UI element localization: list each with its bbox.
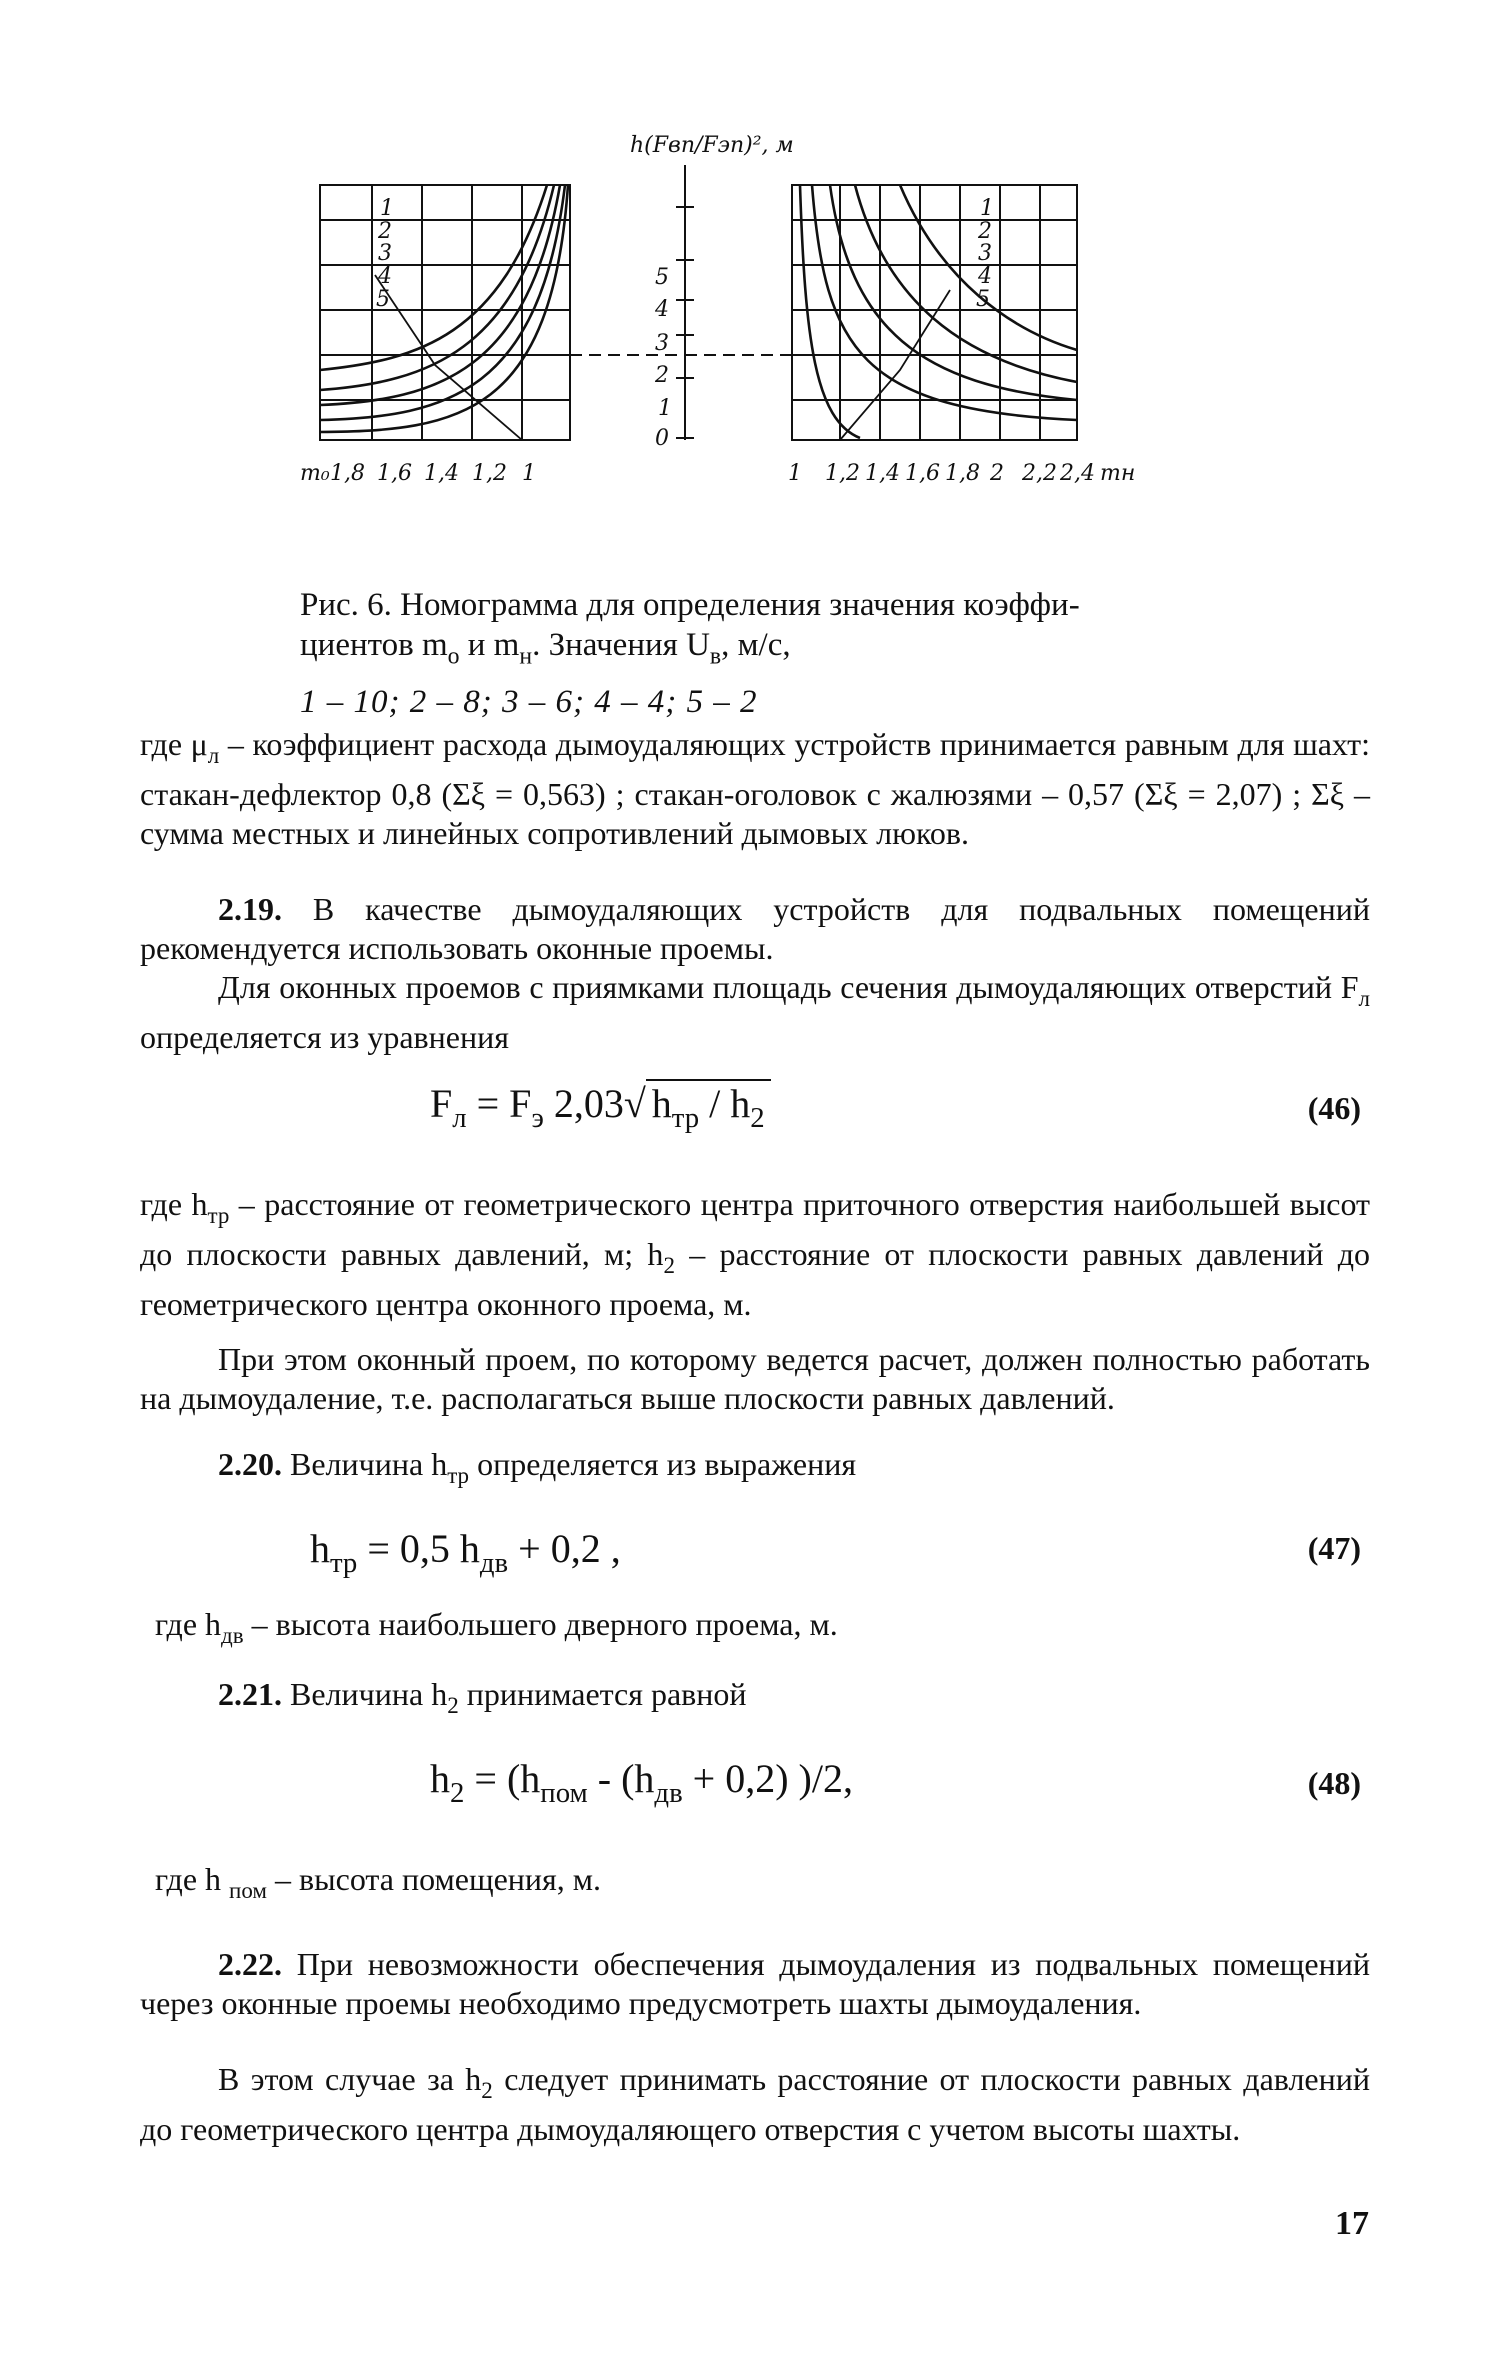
right-x-tick: 2 [990, 461, 1004, 486]
center-tick: 2 [655, 363, 669, 388]
paragraph-2-21: 2.21. Величина $h_2$ принимается равной [218, 1676, 747, 1719]
left-curve-label-1: 1 [380, 196, 394, 221]
caption-line-1: Рис. 6. Номограмма для определения значения коэффи- [300, 587, 1080, 623]
right-curve-label-4: 4 [978, 264, 992, 289]
paragraph-mu: где $\mu_л$ – коэффициент расхода дымоудаляющих устройств принимается равным для шахт: стакан-дефлектор 0,8 (Σξ = 0,563) ; стакан-оголовок с жалюзями – 0,57 (Σξ = 2,07) ; Σξ – сумма местных и линейных сопротивлений дымовых люков. [140, 726, 1370, 852]
left-curve-labels [376, 196, 394, 312]
paragraph-2-19: 2.19. В качестве дымоудаляющих устройств для подвальных помещений рекомендуется использовать оконные проемы. [140, 891, 1370, 966]
left-x-tick: 1 [522, 461, 536, 486]
left-axis-name: m₀ [300, 461, 330, 486]
nomogram-figure [300, 120, 1180, 560]
center-axis-ticks [630, 133, 794, 451]
equation-number-46: (46) [1307, 1090, 1361, 1126]
left-x-tick: 1,2 [472, 461, 507, 486]
right-curve-labels [976, 196, 994, 312]
right-x-tick: 1 [788, 461, 802, 486]
center-tick: 5 [655, 265, 669, 290]
right-axis-name: mн [1100, 461, 1136, 486]
caption-line-2: циентов $m_о$ и $m_н$. Значения $U_в$, м/с, [300, 627, 791, 670]
equation-number-47: (47) [1307, 1530, 1361, 1566]
left-curve-label-4: 4 [378, 264, 392, 289]
center-tick: 4 [655, 297, 669, 322]
nomogram-chart [300, 120, 1180, 560]
right-curve-label-5: 5 [976, 287, 990, 312]
left-curve-label-5: 5 [376, 287, 390, 312]
formula-47: $h_{тр} = 0,5$ $h_{дв} + 0,2$ , [310, 1526, 621, 1580]
right-x-tick: 1,4 [865, 461, 900, 486]
right-x-tick: 2,4 [1060, 461, 1095, 486]
formula-48: $h_2 = (h_{пом} - (h_{дв} + 0,2)$ )/2, [430, 1756, 853, 1810]
paragraph-2-22: 2.22. При невозможности обеспечения дымоудаления из подвальных помещений через оконные проемы необходимо предусмотреть шахты дымоудаления. [140, 1946, 1371, 2021]
right-x-tick: 1,6 [905, 461, 940, 486]
right-curve-label-2: 2 [978, 219, 992, 244]
center-tick: 1 [658, 396, 672, 421]
caption-legend: 1 – 10; 2 – 8; 3 – 6; 4 – 4; 5 – 2 [300, 684, 758, 721]
paragraph-window-calc: При этом оконный проем, по которому ведется расчет, должен полностью работать на дымоудаление, т.е. располагаться выше плоскости равных давлений. [140, 1341, 1370, 1416]
right-x-ticks [788, 461, 1135, 486]
right-curve-label-3: 3 [978, 241, 992, 266]
left-curve-label-3: 3 [378, 241, 392, 266]
left-curve-label-2: 2 [378, 219, 392, 244]
left-x-tick: 1,6 [377, 461, 412, 486]
paragraph-hpom: где h $_{пом}$ – высота помещения, м. [155, 1861, 601, 1904]
paragraph-htr: где $h_{тр}$ – расстояние от геометрического центра приточного отверстия наибольшей высот до плоскости равных давлений, м; $h_2$ – расстояние от плоскости равных давлений до геометрического центра оконного проема, м. [140, 1186, 1371, 1323]
center-axis-title: h(Fвп/Fэп)², м [630, 133, 794, 158]
paragraph-window: Для оконных проемов с приямками площадь сечения дымоудаляющих отверстий $F_л$ определяется из уравнения [140, 969, 1371, 1056]
formula-46: $F_л = F_э$ 2,03√ $h_{тр} / h_2$ [430, 1080, 771, 1135]
right-curves [800, 185, 1077, 440]
left-x-tick: 1,4 [424, 461, 459, 486]
center-axis [570, 165, 792, 440]
paragraph-shaft: В этом случае за $h_2$ следует принимать расстояние от плоскости равных давлений до геометрического центра дымоудаляющего отверстия с учетом высоты шахты. [140, 2061, 1370, 2148]
left-x-tick: 1,8 [330, 461, 365, 486]
page-number: 17 [1335, 2205, 1369, 2242]
paragraph-hdv: где $h_{дв}$ – высота наибольшего дверного проема, м. [155, 1606, 838, 1649]
right-x-tick: 1,2 [825, 461, 860, 486]
right-chart-grid [792, 185, 1077, 440]
right-curve-label-1: 1 [980, 196, 994, 221]
paragraph-2-20: 2.20. Величина $h_{тр}$ определяется из выражения [218, 1446, 857, 1489]
center-tick: 0 [655, 426, 669, 451]
left-curves [320, 185, 568, 440]
figure-caption [300, 585, 1220, 722]
left-x-ticks [300, 461, 536, 486]
center-tick: 3 [655, 331, 669, 356]
right-x-tick: 2,2 [1022, 461, 1057, 486]
equation-number-48: (48) [1307, 1765, 1361, 1801]
right-x-tick: 1,8 [945, 461, 980, 486]
